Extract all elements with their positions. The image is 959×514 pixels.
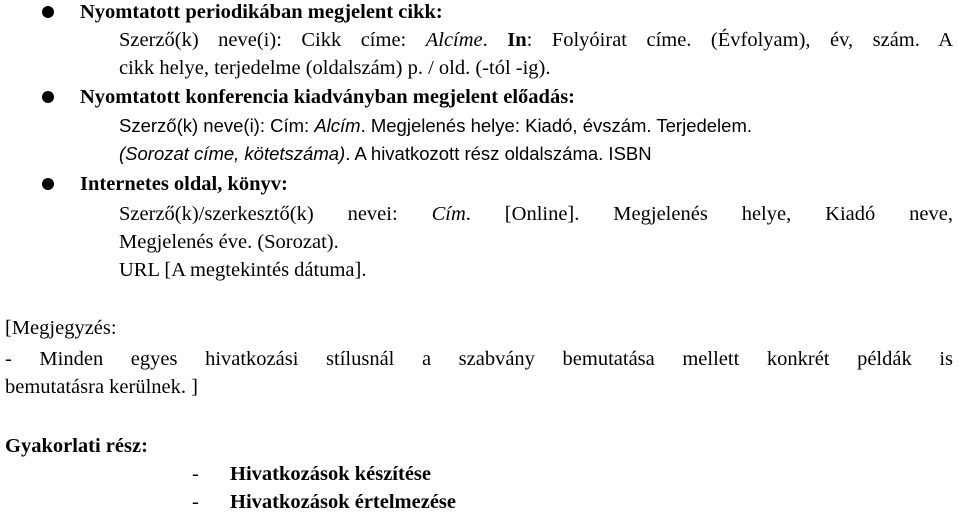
item-text-line: URL [A megtekintés dátuma]. (119, 259, 367, 281)
item-text-line: Szerző(k)/szerkesztő(k) nevei: Cím. [Online]. Megjelenés helye, Kiadó neve, (119, 203, 953, 225)
note-text-line: bemutatásra kerülnek. ] (5, 376, 198, 398)
note-text-line: - Minden egyes hivatkozási stílusnál a szabvány bemutatása mellett konkrét példák is (5, 348, 953, 370)
note-open: [Megjegyzés: (5, 317, 117, 339)
bullet-icon (42, 91, 54, 103)
item-text-line: cikk helye, terjedelme (oldalszám) p. / old. (-tól -ig). (119, 57, 551, 79)
practice-task: Hivatkozások értelmezése (230, 491, 456, 513)
item-text-line: Szerző(k) neve(i): Cím: Alcím. Megjelenés helye: Kiadó, évszám. Terjedelem. (119, 115, 753, 136)
practice-heading: Gyakorlati rész: (5, 435, 148, 457)
practice-task: Hivatkozások készítése (230, 463, 431, 485)
item-heading: Nyomtatott konferencia kiadványban megjelent előadás: (80, 86, 576, 108)
bullet-icon (42, 178, 54, 190)
item-text-line: Megjelenés éve. (Sorozat). (119, 231, 339, 253)
item-text-line: Szerző(k) neve(i): Cikk címe: Alcíme. In: Folyóirat címe. (Évfolyam), év, szám. A (119, 29, 954, 51)
bullet-icon (42, 6, 54, 18)
practice-dash: - (192, 463, 199, 485)
item-text-line: (Sorozat címe, kötetszáma). A hivatkozott rész oldalszáma. ISBN (119, 143, 652, 164)
practice-dash: - (192, 491, 199, 513)
item-heading: Internetes oldal, könyv: (80, 173, 288, 195)
item-heading: Nyomtatott periodikában megjelent cikk: (80, 1, 443, 23)
